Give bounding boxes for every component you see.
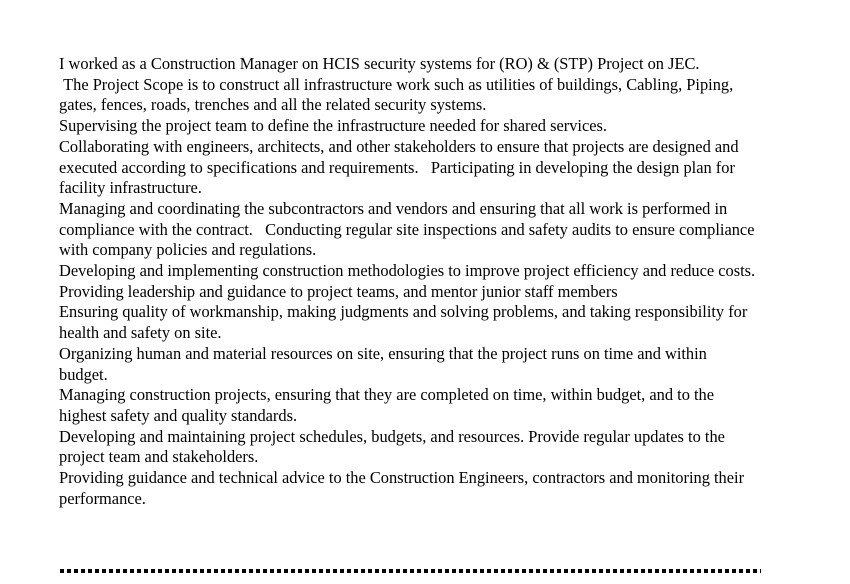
paragraph-managing-projects: Managing construction projects, ensuring that they are completed on time, within budget, and to the highest safety and quality standards.	[59, 385, 719, 425]
paragraph-supervising: Supervising the project team to define the infrastructure needed for shared services.	[59, 116, 607, 136]
paragraph-quality: Ensuring quality of workmanship, making judgments and solving problems, and taking responsibility for health and safety on site.	[59, 302, 752, 343]
paragraph-guidance: Providing guidance and technical advice to the Construction Engineers, contractors and monitoring their performance.	[59, 468, 749, 508]
paragraph-collaborating: Collaborating with engineers, architects, and other stakeholders to ensure that projects are designed and executed according to specifications and requirements. Participating in developing the design plan for facility infrastructure.	[59, 136, 743, 198]
paragraph-resources: Organizing human and material resources on site, ensuring that the project runs on time and within budget.	[59, 343, 711, 384]
document-body	[59, 54, 764, 509]
paragraph-methodologies: Developing and implementing construction methodologies to improve project efficiency and reduce costs. Providing leadership and guidance to project teams, and mentor junior staff members	[59, 261, 764, 301]
paragraph-intro: I worked as a Construction Manager on HCIS security systems for (RO) & (STP) Project on JEC.	[59, 54, 700, 73]
paragraph-managing-subcontractors: Managing and coordinating the subcontractors and vendors and ensuring that all work is performed in compliance with the contract. Conducting regular site inspections and safety audits to ensure compliance with company policies and regulations.	[59, 198, 759, 260]
dotted-separator	[60, 569, 761, 573]
paragraph-project-scope: The Project Scope is to construct all infrastructure work such as utilities of buildings, Cabling, Piping, gates, fences, roads, trenches and all the related security systems.	[59, 74, 738, 115]
paragraph-schedules: Developing and maintaining project schedules, budgets, and resources. Provide regular updates to the project team and stakeholders.	[59, 426, 730, 467]
